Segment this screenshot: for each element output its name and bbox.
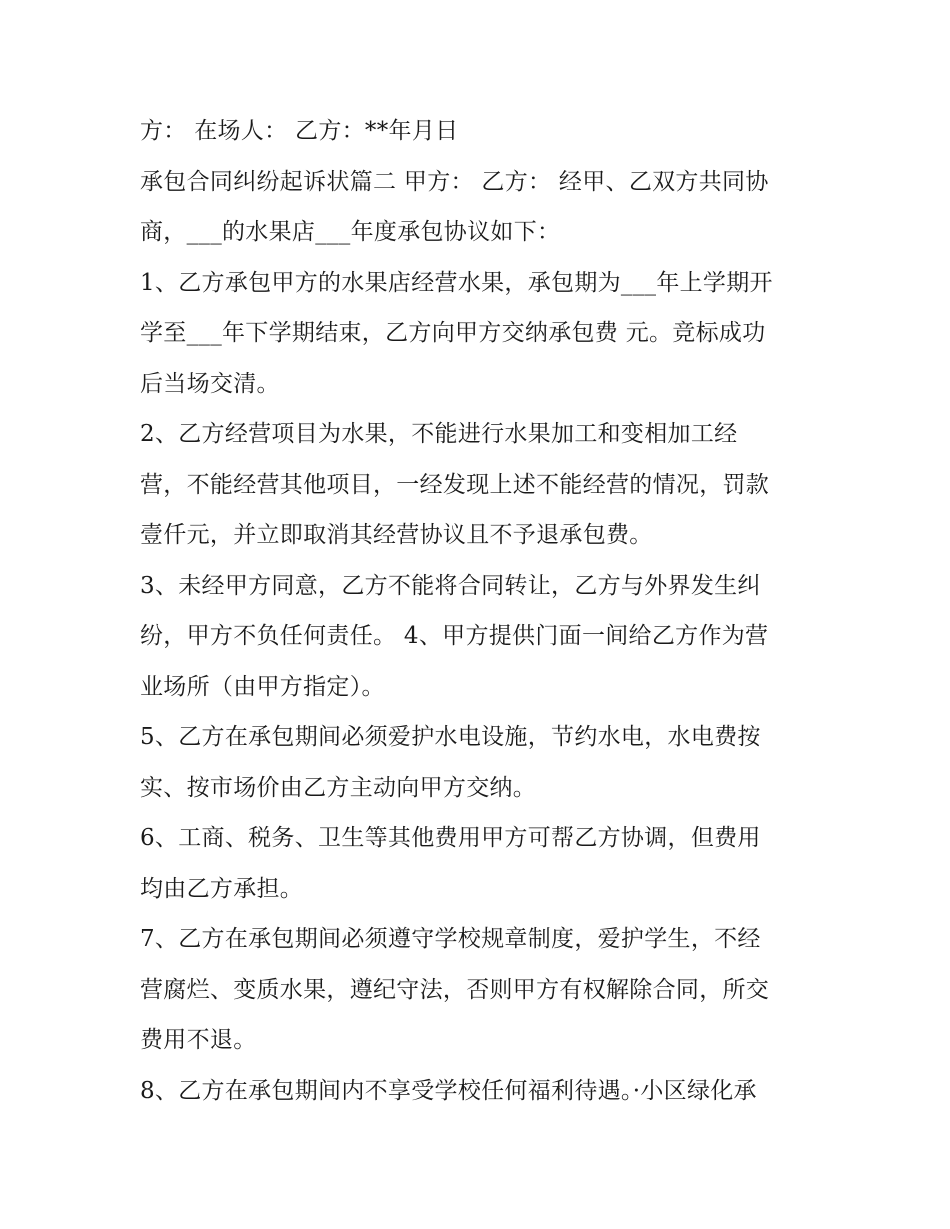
- paragraph-clause-3-4: [140, 561, 820, 713]
- text-line: 1、乙方承包甲方的水果店经营水果，承包期为___年上学期开: [140, 269, 773, 296]
- text-line: 8、乙方在承包期间内不享受学校任何福利待遇。·小区绿化承: [140, 1077, 757, 1104]
- paragraph-intro: [140, 157, 820, 258]
- text-line: 均由乙方承担。: [140, 875, 304, 902]
- paragraph-signature: [140, 106, 820, 157]
- paragraph-clause-5: [140, 712, 820, 813]
- text-line: 后当场交清。: [140, 370, 280, 397]
- text-line: 实、按市场价由乙方主动向甲方交纳。: [140, 774, 537, 801]
- paragraph-clause-7: [140, 914, 820, 1066]
- text-line: 业场所（由甲方指定）。: [140, 673, 385, 700]
- text-line: 承包合同纠纷起诉状篇二 甲方： 乙方： 经甲、乙双方共同协: [140, 168, 769, 195]
- text-line: 学至___年下学期结束，乙方向甲方交纳承包费 元。竞标成功: [140, 320, 766, 346]
- document-body: [140, 106, 820, 1116]
- text-line: 3、未经甲方同意，乙方不能将合同转让，乙方与外界发生纠: [140, 572, 761, 599]
- text-line: 费用不退。: [140, 1027, 257, 1053]
- text-line: 壹仟元，并立即取消其经营协议且不予退承包费。: [140, 522, 653, 548]
- text-line: 方： 在场人： 乙方：**年月日: [140, 118, 459, 144]
- paragraph-clause-8: [140, 1066, 820, 1117]
- text-line: 6、工商、税务、卫生等其他费用甲方可帮乙方协调，但费用: [140, 825, 761, 851]
- text-line: 营腐烂、变质水果，遵纪守法，否则甲方有权解除合同，所交: [140, 976, 770, 1003]
- paragraph-clause-6: [140, 813, 820, 914]
- text-line: 商，___的水果店___年度承包协议如下：: [140, 219, 561, 245]
- paragraph-clause-2: [140, 409, 820, 561]
- paragraph-clause-1: [140, 258, 820, 410]
- text-line: 5、乙方在承包期间必须爱护水电设施，节约水电，水电费按: [140, 724, 761, 750]
- text-line: 营，不能经营其他项目，一经发现上述不能经营的情况，罚款: [140, 471, 770, 498]
- text-line: 7、乙方在承包期间必须遵守学校规章制度，爱护学生，不经: [140, 926, 761, 952]
- text-line: 纷，甲方不负任何责任。 4、甲方提供门面一间给乙方作为营: [140, 623, 769, 649]
- text-line: 2、乙方经营项目为水果，不能进行水果加工和变相加工经: [140, 421, 738, 447]
